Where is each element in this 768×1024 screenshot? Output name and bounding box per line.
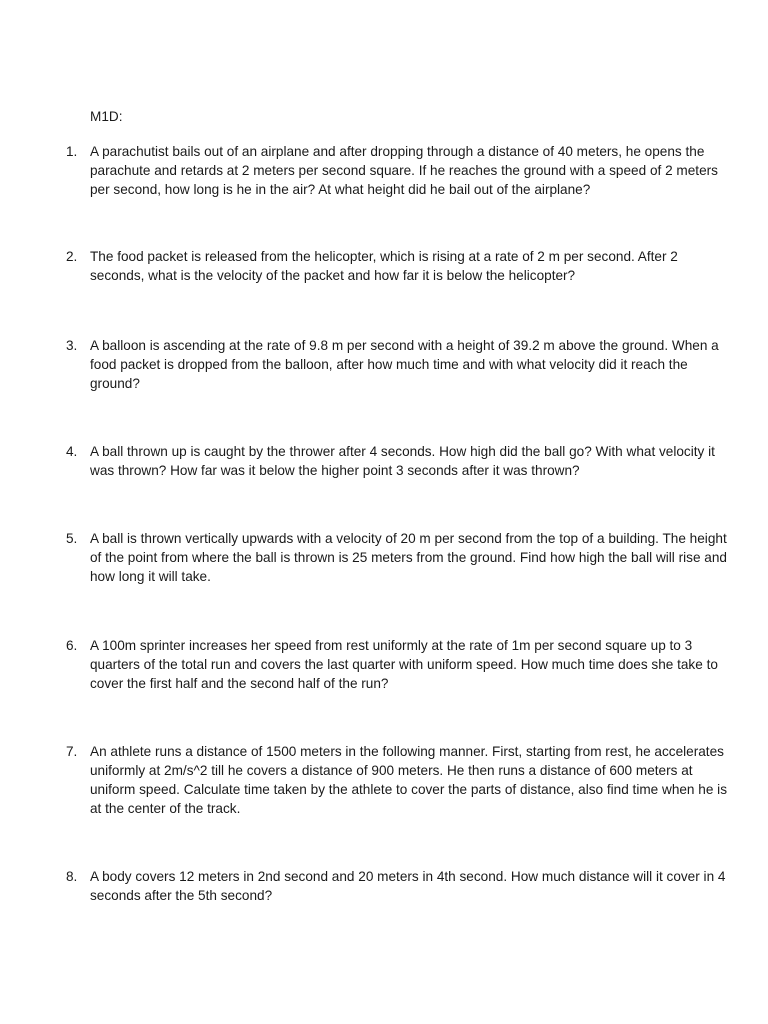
question-text: A 100m sprinter increases her speed from rest uniformly at the rate of 1m per second square up to 3 quarters of the total run and covers the last quarter with uniform speed. How much time does she take to cover the first half and the second half of the run?	[90, 638, 718, 691]
question-text: A body covers 12 meters in 2nd second and 20 meters in 4th second. How much distance will it cover in 4 seconds after the 5th second?	[90, 869, 726, 903]
question-number: 1.	[66, 144, 78, 159]
question-number: 3.	[66, 338, 78, 353]
question-number: 6.	[66, 638, 78, 653]
question-text: The food packet is released from the helicopter, which is rising at a rate of 2 m per second. After 2 seconds, what is the velocity of the packet and how far it is below the helicopter?	[90, 249, 678, 283]
question-number: 7.	[66, 744, 78, 759]
question-text: A balloon is ascending at the rate of 9.8 m per second with a height of 39.2 m above the ground. When a food packet is dropped from the balloon, after how much time and with what velocity did it reach the ground?	[90, 338, 719, 391]
question-number: 5.	[66, 531, 78, 546]
question-number: 4.	[66, 444, 78, 459]
page-heading: M1D:	[90, 109, 123, 124]
question-number: 2.	[66, 249, 78, 264]
question-text: A parachutist bails out of an airplane and after dropping through a distance of 40 meters, he opens the parachute and retards at 2 meters per second square. If he reaches the ground with a speed of 2 meters per second, how long is he in the air? At what height did he bail out of the airplane?	[90, 144, 718, 197]
question-text: An athlete runs a distance of 1500 meters in the following manner. First, starting from rest, he accelerates uniformly at 2m/s^2 till he covers a distance of 900 meters. He then runs a distance of 600 meters at uniform speed. Calculate time taken by the athlete to cover the parts of distance, also find time when he is at the center of the track.	[90, 744, 727, 816]
question-text: A ball is thrown vertically upwards with a velocity of 20 m per second from the top of a building. The height of the point from where the ball is thrown is 25 meters from the ground. Find how high the ball will rise and how long it will take.	[90, 531, 727, 584]
question-number: 8.	[66, 869, 78, 884]
question-text: A ball thrown up is caught by the thrower after 4 seconds. How high did the ball go? With what velocity it was thrown? How far was it below the higher point 3 seconds after it was thrown?	[90, 444, 715, 478]
